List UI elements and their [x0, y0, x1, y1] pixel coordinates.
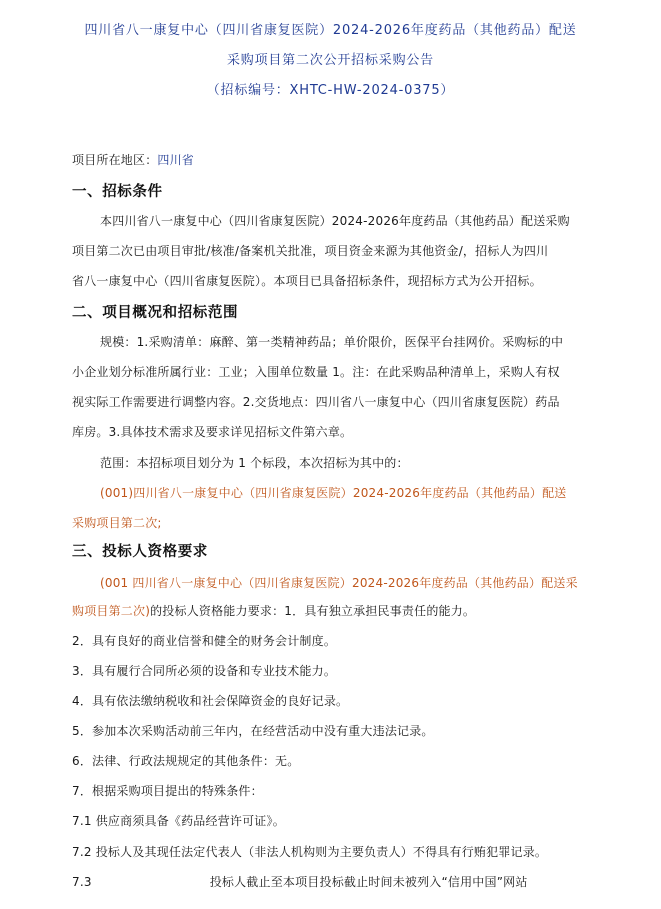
section-1-heading: 一、招标条件: [72, 184, 163, 200]
requirement-item-5: 5．参加本次采购活动前三年内，在经营活动中没有重大违法记录。: [72, 724, 434, 738]
section-2-scope: 范围：本招标项目划分为 1 个标段，本次招标为其中的：: [100, 456, 409, 470]
section-2-text-line-1: 规模：1.采购清单：麻醉、第一类精神药品；单价限价，医保平台挂网价。采购标的中: [100, 335, 564, 349]
section-2-text-line-2: 小企业划分标准所属行业：工业；入围单位数量 1。注：在此采购品种清单上，采购人有权: [72, 365, 560, 379]
section-3-lot-line-1: (001 四川省八一康复中心（四川省康复医院）2024-2026年度药品（其他药品）配送采: [100, 576, 578, 590]
project-location: [72, 152, 194, 168]
announcement-title-line-2: 采购项目第二次公开招标采购公告: [226, 53, 434, 68]
requirement-item-7-3: [72, 874, 528, 890]
requirement-item-7: 7．根据采购项目提出的特殊条件：: [72, 784, 263, 798]
requirement-item-7-3-number: 7.3: [72, 875, 92, 889]
requirement-item-7-1: 7.1 供应商须具备《药品经营许可证》。: [72, 814, 285, 828]
section-1-text-line-1: 本四川省八一康复中心（四川省康复医院）2024-2026年度药品（其他药品）配送采购: [100, 214, 570, 228]
section-2-text-line-3: 视实际工作需要进行调整内容。2.交货地点：四川省八一康复中心（四川省康复医院）药品: [72, 395, 560, 409]
lot-001-line-1: (001)四川省八一康复中心（四川省康复医院）2024-2026年度药品（其他药品）配送: [100, 486, 567, 500]
section-3-heading: 三、投标人资格要求: [72, 544, 208, 560]
requirement-item-7-2: 7.2 投标人及其现任法定代表人（非法人机构则为主要负责人）不得具有行贿犯罪记录。: [72, 845, 548, 859]
section-1-text-line-3: 省八一康复中心（四川省康复医院）。本项目已具备招标条件，现招标方式为公开招标。: [72, 274, 542, 288]
section-1-text-line-2: 项目第二次已由项目审批/核准/备案机关批准，项目资金来源为其他资金/，招标人为四川: [72, 244, 549, 258]
requirement-item-3: 3．具有履行合同所必须的设备和专业技术能力。: [72, 664, 337, 678]
requirement-item-6: 6．法律、行政法规规定的其他条件：无。: [72, 754, 300, 768]
section-2-heading: 二、项目概况和招标范围: [72, 305, 239, 321]
section-3-lot-line-2-text: 的投标人资格能力要求：1．具有独立承担民事责任的能力。: [150, 604, 476, 618]
section-3-lot-line-2-lot: 购项目第二次): [72, 604, 151, 618]
section-2-text-line-4: 库房。3.具体技术需求及要求详见招标文件第六章。: [72, 425, 353, 439]
lot-001-line-2: 采购项目第二次;: [72, 516, 162, 530]
tender-code: （招标编号：XHTC-HW-2024-0375）: [206, 83, 455, 98]
announcement-title-line-1: 四川省八一康复中心（四川省康复医院）2024-2026年度药品（其他药品）配送: [84, 23, 577, 38]
location-value: 四川省: [157, 153, 195, 167]
requirement-item-4: 4．具有依法缴纳税收和社会保障资金的良好记录。: [72, 694, 349, 708]
requirement-item-7-3-text: 投标人截止至本项目投标截止时间未被列入“信用中国”网站: [209, 875, 528, 889]
section-3-lot-line-2: [72, 603, 475, 619]
location-label: 项目所在地区：: [72, 153, 158, 167]
requirement-item-2: 2．具有良好的商业信誉和健全的财务会计制度。: [72, 634, 337, 648]
